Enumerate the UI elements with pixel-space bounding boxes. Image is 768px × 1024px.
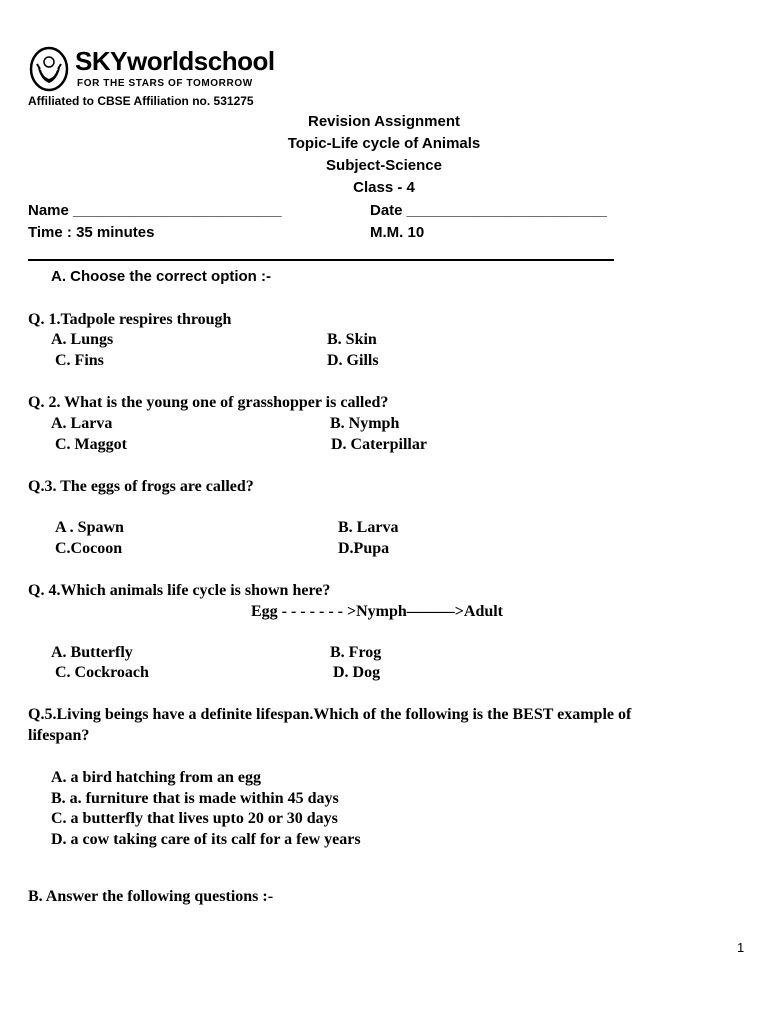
q5-option-c: C. a butterfly that lives upto 20 or 30 days [51, 810, 338, 827]
q2-option-b: B. Nymph [330, 415, 400, 432]
school-tagline: FOR THE STARS OF TOMORROW [77, 78, 253, 89]
q4-option-c: C. Cockroach [55, 664, 149, 681]
hands-star-emblem-icon [29, 46, 69, 92]
q1-option-c: C. Fins [55, 352, 104, 369]
question-3: Q.3. The eggs of frogs are called? [28, 478, 254, 495]
question-4: Q. 4.Which animals life cycle is shown here? [28, 582, 331, 599]
assignment-title: Revision Assignment [308, 113, 460, 130]
section-b-heading: B. Answer the following questions :- [28, 888, 274, 905]
q2-option-a: A. Larva [51, 415, 113, 432]
q5-option-b: B. a. furniture that is made within 45 days [51, 790, 339, 807]
life-cycle-sequence: Egg - - - - - - - >Nymph———>Adult [251, 603, 504, 620]
question-5-line-1: Q.5.Living beings have a definite lifespan.Which of the following is the BEST example of [28, 706, 632, 723]
q3-option-b: B. Larva [338, 519, 399, 536]
q5-option-d: D. a cow taking care of its calf for a few years [51, 831, 361, 848]
q5-option-a: A. a bird hatching from an egg [51, 769, 261, 786]
school-name-bold: SKY [75, 46, 127, 76]
q4-option-a: A. Butterfly [51, 644, 133, 661]
school-name [75, 46, 275, 77]
q4-option-d: D. Dog [333, 664, 381, 681]
q3-option-c: C.Cocoon [55, 540, 123, 557]
class-line: Class - 4 [353, 179, 415, 196]
q1-option-a: A. Lungs [51, 331, 114, 348]
q2-option-d: D. Caterpillar [331, 436, 427, 453]
q1-option-b: B. Skin [327, 331, 377, 348]
date-field[interactable]: Date ________________________ [370, 202, 607, 219]
topic-line: Topic-Life cycle of Animals [287, 135, 481, 152]
divider-line [28, 259, 614, 261]
question-2: Q. 2. What is the young one of grasshopper is called? [28, 394, 389, 411]
page-number: 1 [737, 940, 745, 955]
q1-option-d: D. Gills [327, 352, 379, 369]
school-logo [29, 46, 69, 92]
q3-option-d: D.Pupa [338, 540, 390, 557]
time-text: Time : 35 minutes [28, 224, 155, 241]
question-1: Q. 1.Tadpole respires through [28, 311, 232, 328]
question-5-line-2: lifespan? [28, 727, 90, 744]
q4-option-b: B. Frog [330, 644, 382, 661]
school-name-rest: worldschool [126, 46, 275, 76]
subject-line: Subject-Science [326, 157, 442, 174]
q2-option-c: C. Maggot [55, 436, 127, 453]
affiliation-text: Affiliated to CBSE Affiliation no. 531275 [28, 94, 254, 108]
section-a-heading: A. Choose the correct option :- [51, 268, 272, 285]
q3-option-a: A . Spawn [55, 519, 124, 536]
max-marks-text: M.M. 10 [370, 224, 425, 241]
name-field[interactable]: Name _________________________ [28, 202, 282, 219]
